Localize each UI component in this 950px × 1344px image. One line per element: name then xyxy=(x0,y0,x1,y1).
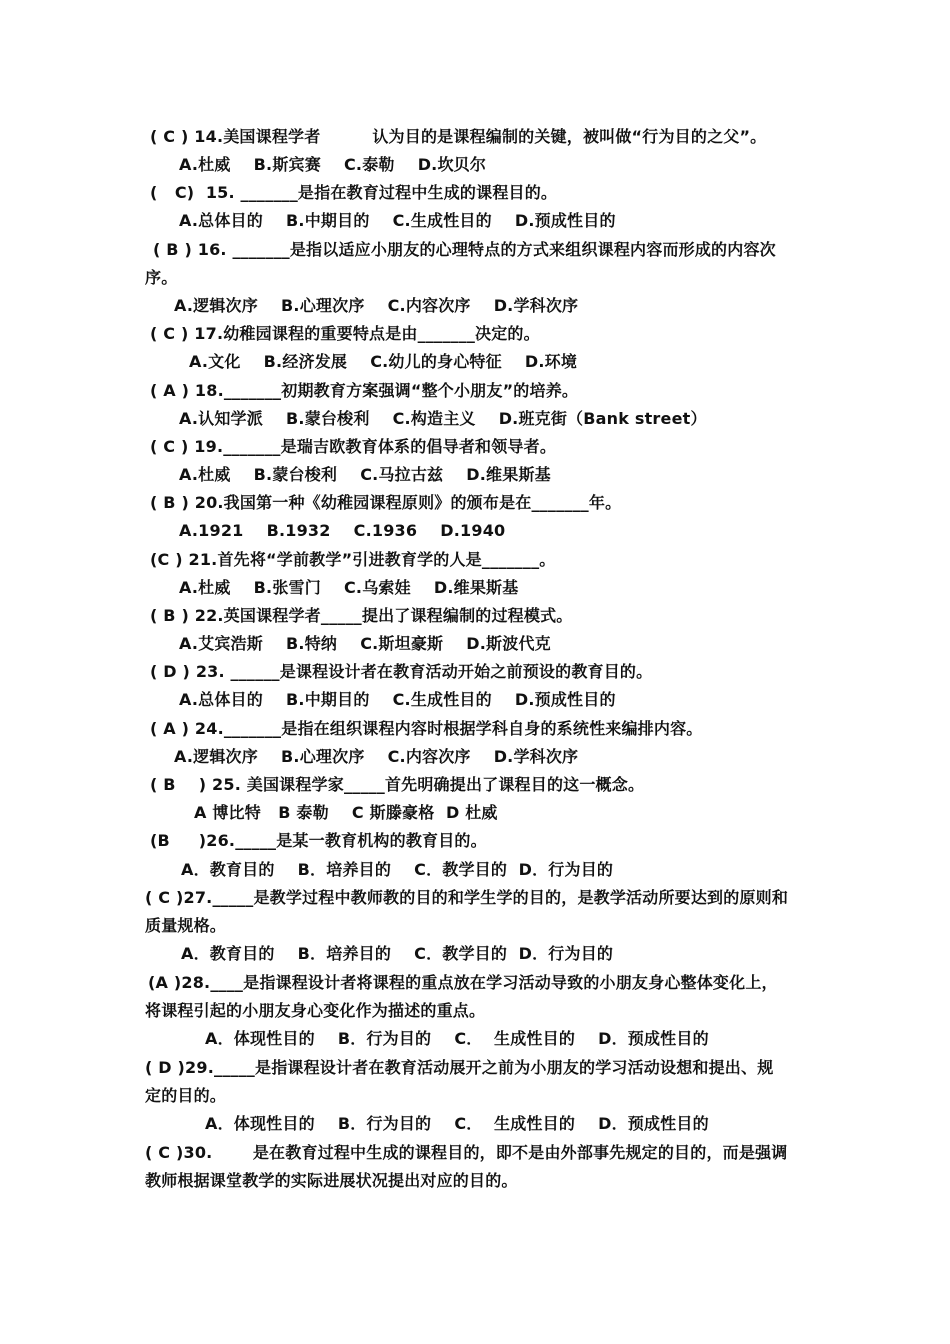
question-27-options: A．教育目的 B．培养目的 C．教学目的 D．行为目的 xyxy=(181,944,614,963)
question-29-continued: 定的目的。 xyxy=(145,1086,227,1105)
question-28-continued: 将课程引起的小朋友身心变化作为描述的重点。 xyxy=(145,1001,486,1020)
question-20: ( B ) 20.我国第一种《幼稚园课程原则》的颁布是在_______年。 xyxy=(150,493,622,512)
question-24-options: A.逻辑次序 B.心理次序 C.内容次序 D.学科次序 xyxy=(174,747,579,766)
question-18: ( A ) 18._______初期教育方案强调“整个小朋友”的培养。 xyxy=(150,381,579,400)
question-16-continued: 序。 xyxy=(145,268,178,287)
question-21-options: A.杜威 B.张雪门 C.乌索娃 D.维果斯基 xyxy=(179,578,519,597)
question-14: ( C ) 14.美国课程学者 认为目的是课程编制的关键，被叫做“行为目的之父”。 xyxy=(150,127,767,146)
question-26-options: A．教育目的 B．培养目的 C．教学目的 D．行为目的 xyxy=(181,860,614,879)
question-23: ( D ) 23. ______是课程设计者在教育活动开始之前预设的教育目的。 xyxy=(150,662,653,681)
question-29: ( D )29._____是指课程设计者在教育活动展开之前为小朋友的学习活动设想和提出、规 xyxy=(145,1058,774,1077)
question-23-options: A.总体目的 B.中期目的 C.生成性目的 D.预成性目的 xyxy=(179,690,616,709)
question-19-options: A.杜威 B.蒙台梭利 C.马拉古兹 D.维果斯基 xyxy=(179,465,551,484)
question-28: (A )28.____是指课程设计者将课程的重点放在学习活动导致的小朋友身心整体变化上， xyxy=(148,973,778,992)
question-30-continued: 教师根据课堂教学的实际进展状况提出对应的目的。 xyxy=(145,1171,518,1190)
question-21: (C ) 21.首先将“学前教学”引进教育学的人是_______。 xyxy=(150,550,556,569)
question-15: ( C) 15. _______是指在教育过程中生成的课程目的。 xyxy=(150,183,558,202)
question-22-options: A.艾宾浩斯 B.特纳 C.斯坦豪斯 D.斯波代克 xyxy=(179,634,551,653)
question-27: ( C )27._____是教学过程中教师教的目的和学生学的目的，是教学活动所要达到的原则和 xyxy=(145,888,789,907)
question-16-options: A.逻辑次序 B.心理次序 C.内容次序 D.学科次序 xyxy=(174,296,579,315)
question-25: ( B ) 25. 美国课程学家_____首先明确提出了课程目的这一概念。 xyxy=(150,775,645,794)
question-20-options: A.1921 B.1932 C.1936 D.1940 xyxy=(179,521,506,540)
question-30: ( C )30. 是在教育过程中生成的课程目的，即不是由外部事先规定的目的，而是强调 xyxy=(145,1143,788,1162)
question-26: (B )26._____是某一教育机构的教育目的。 xyxy=(150,831,487,850)
question-14-options: A.杜威 B.斯宾赛 C.泰勒 D.坎贝尔 xyxy=(179,155,487,174)
question-24: ( A ) 24._______是指在组织课程内容时根据学科自身的系统性来编排内容。 xyxy=(150,719,703,738)
question-19: ( C ) 19._______是瑞吉欧教育体系的倡导者和领导者。 xyxy=(150,437,557,456)
question-25-options: A 博比特 B 泰勒 C 斯滕豪格 D 杜威 xyxy=(194,803,498,822)
question-27-continued: 质量规格。 xyxy=(145,916,227,935)
question-18-options: A.认知学派 B.蒙台梭利 C.构造主义 D.班克街（Bank street） xyxy=(179,409,707,428)
question-16: ( B ) 16. _______是指以适应小朋友的心理特点的方式来组织课程内容而形成的内容次 xyxy=(153,240,776,259)
question-17: ( C ) 17.幼稚园课程的重要特点是由_______决定的。 xyxy=(150,324,540,343)
question-29-options: A．体现性目的 B．行为目的 C． 生成性目的 D．预成性目的 xyxy=(205,1114,709,1133)
question-28-options: A．体现性目的 B．行为目的 C． 生成性目的 D．预成性目的 xyxy=(205,1029,709,1048)
question-17-options: A.文化 B.经济发展 C.幼儿的身心特征 D.环境 xyxy=(189,352,578,371)
question-22: ( B ) 22.英国课程学者_____提出了课程编制的过程模式。 xyxy=(150,606,573,625)
question-15-options: A.总体目的 B.中期目的 C.生成性目的 D.预成性目的 xyxy=(179,211,616,230)
